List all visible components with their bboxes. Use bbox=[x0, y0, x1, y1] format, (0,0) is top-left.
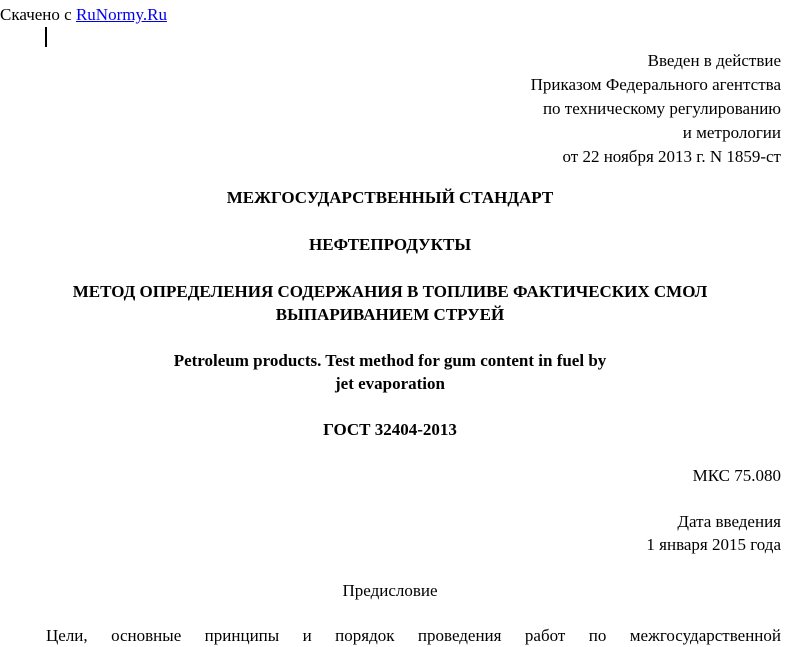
english-title-line-2: jet evaporation bbox=[334, 374, 445, 393]
title-line-1: МЕТОД ОПРЕДЕЛЕНИЯ СОДЕРЖАНИЯ В ТОПЛИВЕ ФАКТИЧЕСКИХ СМОЛ bbox=[72, 282, 708, 301]
source-prefix: Скачено с bbox=[0, 5, 76, 24]
approval-line-4: и метрологии bbox=[682, 123, 781, 142]
introduction-date: 1 января 2015 года bbox=[646, 535, 781, 554]
gost-number: ГОСТ 32404-2013 bbox=[323, 420, 457, 439]
text-cursor bbox=[45, 27, 47, 47]
preface-title: Предисловие bbox=[342, 581, 438, 600]
mks-code: МКС 75.080 bbox=[692, 466, 781, 485]
approval-line-2: Приказом Федерального агентства bbox=[530, 75, 781, 94]
subject-heading: НЕФТЕПРОДУКТЫ bbox=[308, 235, 472, 254]
approval-line-5: от 22 ноября 2013 г. N 1859-ст bbox=[562, 147, 781, 166]
interstate-standard-heading: МЕЖГОСУДАРСТВЕННЫЙ СТАНДАРТ bbox=[226, 188, 554, 207]
approval-line-1: Введен в действие bbox=[647, 51, 781, 70]
introduction-label: Дата введения bbox=[677, 512, 781, 531]
approval-line-3: по техническому регулированию bbox=[542, 99, 781, 118]
approval-block bbox=[531, 49, 781, 169]
preface-paragraph-first-line: Цели, основные принципы и порядок проведения работ по межгосударственной bbox=[46, 626, 781, 645]
source-line bbox=[0, 3, 167, 26]
english-title-line-1: Petroleum products. Test method for gum content in fuel by bbox=[173, 351, 607, 370]
source-link[interactable]: RuNormy.Ru bbox=[75, 5, 167, 24]
title-line-2: ВЫПАРИВАНИЕМ СТРУЕЙ bbox=[275, 305, 505, 324]
